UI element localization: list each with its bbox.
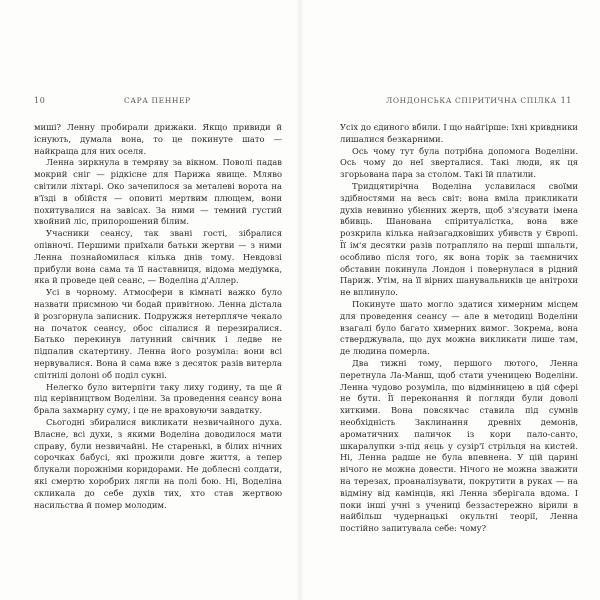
- right-page-header: [340, 96, 572, 108]
- page-number: 11: [560, 96, 572, 105]
- left-page-text: [34, 122, 282, 511]
- paragraph: Покинуте шато могло здатися химерним місцем для проведення сеансу — але в методиці Воделіни взагалі було багато химерних вимог. Зокрема, вона стверджувала, що дух можна викликати лише там, де людина померла.: [340, 298, 578, 357]
- paragraph: Тридцятирічна Воделіна уславилася своїми здібностями на весь світ: вона вміла прикликати духів невинно убієнних жертв, щоб з'ясувати імена вбивць. Шанована спіритуалістка, вона вже розкрила кілька найзагадковіших убивств у Європі. Її ім'я десятки разів потрапляло на перші шпальти, особливо після того, як вона торік за таємничих обставин покинула Лондон і повернулася в рідний Париж. Утім, на її вірних шанувальників це анітрохи не вплинуло.: [340, 180, 578, 298]
- running-head-title: ЛОНДОНСЬКА СПІРИТИЧНА СПІЛКА: [386, 96, 557, 105]
- paragraph: Сьогодні збиралися викликати незвичайного духа. Власне, всі духи, з якими Воделіна доводилося мати справу, були незвичайні. Не старенькі, в білих нічних сорочках бабусі, які прожили довге життя, а тепер блукали порожніми коридорами. Не доблесні солдати, які смертю хоробрих лягли на полі бою. Ні, Воделіна скликала до себе духів тих, хто став жертвою насильства й помер молодим.: [34, 416, 282, 510]
- paragraph: Усі в чорному. Атмосфери в кімнаті важко було назвати присмною чи бодай привітною. Ленна дістала й розгорнула записник. Подружжя нетерпляче чекало на початок сеансу, обос сіпалися й перезиралися. Батько перекинув латунний свічник і ледве не підпалив скатертину. Ленна його розуміла: вони всі нервувалися. Вона й сама вже з десяток разів витерла спітнілі долоні об поділ сукні.: [34, 287, 282, 380]
- paragraph: Усіх до єдиного вбили. І що найгірше: їхні кривдники лишалися безкарними.: [340, 122, 579, 144]
- paragraph: Ось чому тут була потрібна допомога Воделіни. Ось чому до неї зверталися. Такі люди, як ця згорьована пара за столом. Такі їй платили.: [340, 145, 578, 180]
- running-head-author: САРА ПЕННЕР: [124, 96, 191, 105]
- right-page-text: [340, 122, 578, 535]
- paragraph: миші? Ленну пробирали дрижаки. Якщо привиди й існують, думала вона, то це покинуте шато — найкраща для них оселя.: [34, 122, 282, 156]
- paragraph: Ленна зиркнула в темряву за вікном. Поволі падав мокрий сніг — рідкісне для Парижа явище. Мляво світили ліхтарі. Око зачепилося за металеві ворота на в'їзді в обійстя — оповиті мертвим плющем, вони похитувалися на завісах. За ними — темний густий хвойний ліс, припорошений білим.: [34, 157, 282, 227]
- paragraph: Два тижні тому, першого лютого, Ленна перетнула Ла-Манш, щоб стати ученицею Воделіни. Ленна чудово розуміла, що відмінницею в цій сфері не бути. Її переконання й погляди були доволі хиткими. Вона повсякчас ставила під сумнів необхідність Заклинання древніх демонів, ароматичних паличок із кори пало-санто, шкаралупки з-під яєць у сузір'ї стрільця на кистей. Ні, Ленна радше не була впевнена. У цій царині нічого не можна довести. Нічого не можна зважити на терезах, проаналізувати, покрутити в руках — на відміну від камінців, які Ленна зберігала вдома. І поки інші учні з учениці беззастережно вірили в найбільш чудернацькі окультні теорії, Ленна постійно запитувала себе: чому?: [340, 357, 578, 534]
- page-number: 10: [34, 96, 46, 105]
- book-gutter: [296, 0, 304, 600]
- left-page-header: [34, 96, 276, 108]
- right-page: [300, 0, 600, 600]
- paragraph: Учасники сеансу, так звані гості, зібралися опівночі. Першими приїхали батьки жертви — з ними Ленна познайомилася кілька днів тому. Невдовзі прибули вона сама та її наставниця, відома медіумка, яка й проведе цей сеанс, — Воделіна д'Аллер.: [34, 228, 282, 286]
- paragraph: Нелегко було витерпіти таку лиху годину, та ще й під керівництвом Воделіни. За проведення сеансу вона брала захмарну суму, і це не враховуючи завдатку.: [34, 381, 282, 416]
